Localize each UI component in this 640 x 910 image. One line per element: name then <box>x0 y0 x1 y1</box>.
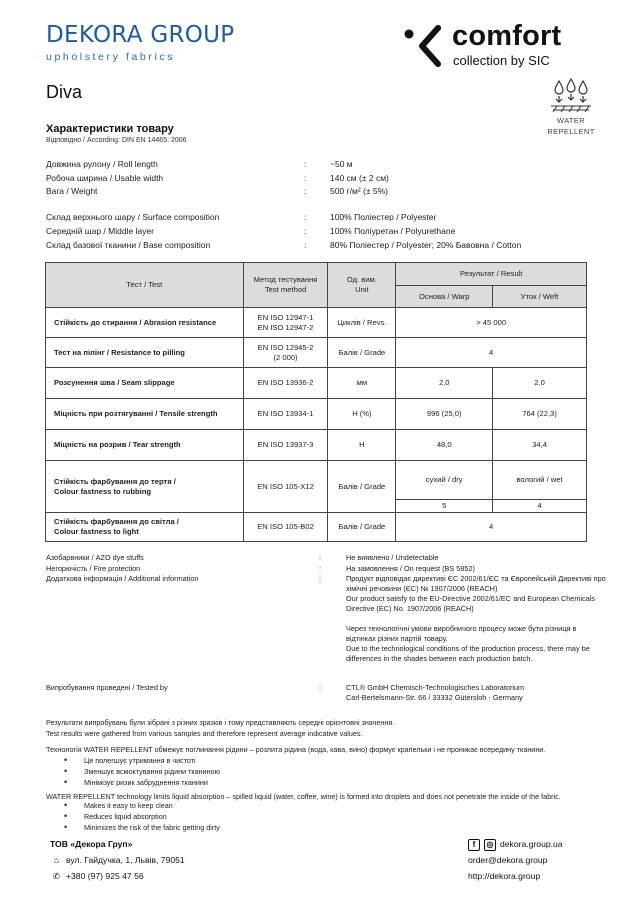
table-row <box>46 368 587 399</box>
test-name: Стійкість до стирання / Abrasion resistance <box>46 308 244 338</box>
table-row <box>46 513 587 542</box>
dekora-group-logo <box>46 22 234 63</box>
test-unit: Н (%) <box>328 399 396 430</box>
note-results-ua: Результати випробувань були зібрані з різних зразків і тому представляють середні орієнтовні значення. <box>46 718 395 727</box>
footer-contact <box>50 836 185 884</box>
water-repellent-badge <box>541 78 601 136</box>
info-value <box>346 683 608 703</box>
header-weft: Уток / Weft <box>493 286 587 308</box>
product-name: Diva <box>46 82 83 102</box>
test-name: Міцність на розрив / Tear strength <box>46 430 244 461</box>
spec-colon: : <box>304 240 307 250</box>
test-result-warp: 996 (25,0) <box>396 399 493 430</box>
header-method-1: Метод тестування <box>253 275 318 284</box>
water-repellent-line2: REPELLENT <box>547 127 595 136</box>
list-item: • Minimizes the risk of the fabric getting dirty <box>64 822 220 833</box>
test-unit: Балів / Grade <box>328 461 396 513</box>
note-results-en: Test results were gathered from various samples and therefore represent average indicative values. <box>46 729 363 738</box>
method-line: EN ISO 12947-1 <box>257 312 314 322</box>
test-method: EN ISO 105-X12 <box>243 461 328 513</box>
water-repellent-line1: WATER <box>556 116 586 125</box>
social-row <box>468 836 563 852</box>
address: вул. Гайдучка, 1, Львів, 79051 <box>66 855 185 865</box>
comfort-tag: collection by SIC <box>453 53 550 68</box>
info-label: Азобарвники / AZO dye stuffs <box>46 553 144 562</box>
test-result-warp: 5 <box>396 500 493 513</box>
info-colon: : <box>319 564 322 573</box>
info-value <box>346 574 608 664</box>
info-colon: : <box>319 553 322 562</box>
email-link[interactable]: order@dekora.group <box>468 855 548 865</box>
test-result: 4 <box>396 338 587 368</box>
brand-sub: upholstery fabrics <box>46 51 176 63</box>
company-name: ТОВ «Декора Груп» <box>50 839 133 849</box>
test-method: EN ISO 13934-1 <box>243 399 328 430</box>
test-unit: Балів / Grade <box>328 338 396 368</box>
test-method <box>243 308 328 338</box>
table-row <box>46 338 587 368</box>
test-result-weft: 2,0 <box>493 368 587 399</box>
list-item: • Makes it easy to keep clean <box>64 800 220 811</box>
spec-label: Довжина рулону / Roll length <box>46 159 158 169</box>
spec-label: Склад верхнього шару / Surface composition <box>46 212 220 222</box>
test-unit: Балів / Grade <box>328 513 396 542</box>
info-value-line: Due to the technological conditions of the production process, there may be differences in the shades between each production batch. <box>346 644 590 663</box>
info-colon: : <box>319 574 322 583</box>
test-unit: Циклів / Revs. <box>328 308 396 338</box>
test-result-weft: 764 (22,3) <box>493 399 587 430</box>
test-result: 4 <box>396 513 587 542</box>
test-result-warp: 2,0 <box>396 368 493 399</box>
info-value-line: Carl-Bertelsmann-Str. 66 / 33332 Gütersloh - Germany <box>346 693 523 702</box>
instagram-icon[interactable]: ◎ <box>484 839 496 851</box>
info-label: Негорючість / Fire protection <box>46 564 141 573</box>
test-name-line: Colour fastness to light <box>54 527 139 536</box>
test-result: > 45 000 <box>396 308 587 338</box>
info-label: Додаткова інформація / Additional information <box>46 574 199 583</box>
spec-colon: : <box>304 212 307 222</box>
characteristics-title: Характеристики товару <box>46 123 174 135</box>
spec-value: 140 см (± 2 см) <box>330 173 389 183</box>
header-unit-2: Unit <box>355 285 369 294</box>
test-unit: Н <box>328 430 396 461</box>
website-link[interactable]: http://dekora.group <box>468 871 541 881</box>
spec-value: 100% Поліуретан / Polyurethane <box>330 226 456 236</box>
spec-colon: : <box>304 226 307 236</box>
note-tech-ua: Технологія WATER REPELLENT обмежує поглинання рідини – розлита рідина (вода, кава, вино) формує крапельки і не проникає всередину тканини. <box>46 745 546 754</box>
list-item: • Мінімізує ризик забруднення тканини <box>64 777 220 788</box>
method-line: EN ISO 12945-2 <box>257 342 314 352</box>
test-name <box>46 461 244 513</box>
comfort-mark-icon <box>402 24 444 68</box>
note-tech-en: WATER REPELLENT technology limits liquid absorption – spilled liquid (water, coffee, wine) is formed into droplets and does not penetrate the inside of the fabric. <box>46 792 561 801</box>
header-method-2: Test method <box>264 285 307 294</box>
spec-label: Робоча ширина / Usable width <box>46 173 164 183</box>
characteristics-subtitle: Відповідно / According: DIN EN 14465: 2006 <box>46 137 187 144</box>
header-result: Результат / Result <box>396 263 587 286</box>
bullets-en <box>64 800 220 833</box>
facebook-icon[interactable]: f <box>468 839 480 851</box>
header-unit-1: Од. вим. <box>346 275 377 284</box>
test-name: Міцність при розтягуванні / Tensile strength <box>46 399 244 430</box>
test-name: Розсунення шва / Seam slippage <box>46 368 244 399</box>
info-value-line: Продукт відповідає директиві ЄС 2002/61/ЄС та Європейській Директиві про хімічні речовини (ЄС) № 1907/2006 (REACH) <box>346 574 606 593</box>
spec-label: Склад базової тканини / Base composition <box>46 240 211 250</box>
test-name-line: Colour fastness to rubbing <box>54 486 152 496</box>
spec-colon: : <box>304 186 307 196</box>
info-value-line: Our product satisfy to the EU-Directive 2002/61/EC and European Chemicals Directive (EC) No. 1907/2006 (REACH) <box>346 594 596 613</box>
spec-value: ~50 м <box>330 159 353 169</box>
header-method <box>243 263 328 308</box>
comfort-word: comfort <box>452 20 562 52</box>
test-name: Тест на пілінг / Resistance to pilling <box>46 338 244 368</box>
test-name-line: Стійкість фарбування до тертя / <box>54 476 176 486</box>
test-result-weft: 34,4 <box>493 430 587 461</box>
list-item: • Reduces liquid absorption <box>64 811 220 822</box>
spec-label: Вага / Weight <box>46 186 98 196</box>
test-name-line: Стійкість фарбування до світла / <box>54 517 179 526</box>
spec-colon: : <box>304 159 307 169</box>
info-value: На замовлення / On request (BS 5852) <box>346 564 475 573</box>
address-row <box>50 852 185 868</box>
brand-main: DEKORA GROUP <box>46 22 235 48</box>
bullets-ua <box>64 755 220 788</box>
table-row <box>46 308 587 338</box>
test-result-weft-label: вологий / wet <box>493 461 587 500</box>
test-method: EN ISO 105-B02 <box>243 513 328 542</box>
info-label: Випробування проведені / Tested by <box>46 683 168 692</box>
table-row <box>46 430 587 461</box>
table-row <box>46 461 587 500</box>
test-result-warp-label: сухий / dry <box>396 461 493 500</box>
water-drops-on-fabric-icon <box>549 78 593 114</box>
home-icon: ⌂ <box>53 855 60 865</box>
test-result-warp: 48,0 <box>396 430 493 461</box>
list-item: • Зменшує всмоктування рідини тканиною <box>64 766 220 777</box>
info-value-line: Через технологічні умови виробничого процесу може бути різниця в відтінках різних партій товару. <box>346 624 577 643</box>
test-method <box>243 338 328 368</box>
phone[interactable]: +380 (97) 925 47 56 <box>66 871 144 881</box>
table-row <box>46 399 587 430</box>
footer-links <box>468 836 563 884</box>
spec-label: Середній шар / Middle layer <box>46 226 154 236</box>
comfort-logo <box>402 20 602 70</box>
info-colon: : <box>319 683 322 692</box>
info-value-line: CTL® GmbH Chemisch-Technologisches Laboratorium <box>346 683 525 692</box>
header-test: Тест / Test <box>46 263 244 308</box>
spec-colon: : <box>304 173 307 183</box>
phone-icon: ✆ <box>52 871 61 881</box>
test-result-weft: 4 <box>493 500 587 513</box>
test-unit: мм <box>328 368 396 399</box>
test-results-table <box>45 262 587 542</box>
phone-row <box>50 868 185 884</box>
spec-value: 80% Поліестер / Polyester; 20% Бавовна / Cotton <box>330 240 522 250</box>
test-name <box>46 513 244 542</box>
info-value: Не виявлено / Undetectable <box>346 553 439 562</box>
social-handle[interactable]: dekora.group.ua <box>500 839 563 849</box>
list-item: • Це полегшує утримання в чистоті <box>64 755 220 766</box>
spec-value: 100% Поліестер / Polyester <box>330 212 437 222</box>
header-warp: Основа / Warp <box>396 286 493 308</box>
method-line: EN ISO 12947-2 <box>257 322 314 332</box>
test-method: EN ISO 13937-3 <box>243 430 328 461</box>
method-line: (2 000) <box>273 352 298 362</box>
header-unit <box>328 263 396 308</box>
test-method: EN ISO 13936-2 <box>243 368 328 399</box>
spec-value: 500 г/м² (± 5%) <box>330 186 389 196</box>
